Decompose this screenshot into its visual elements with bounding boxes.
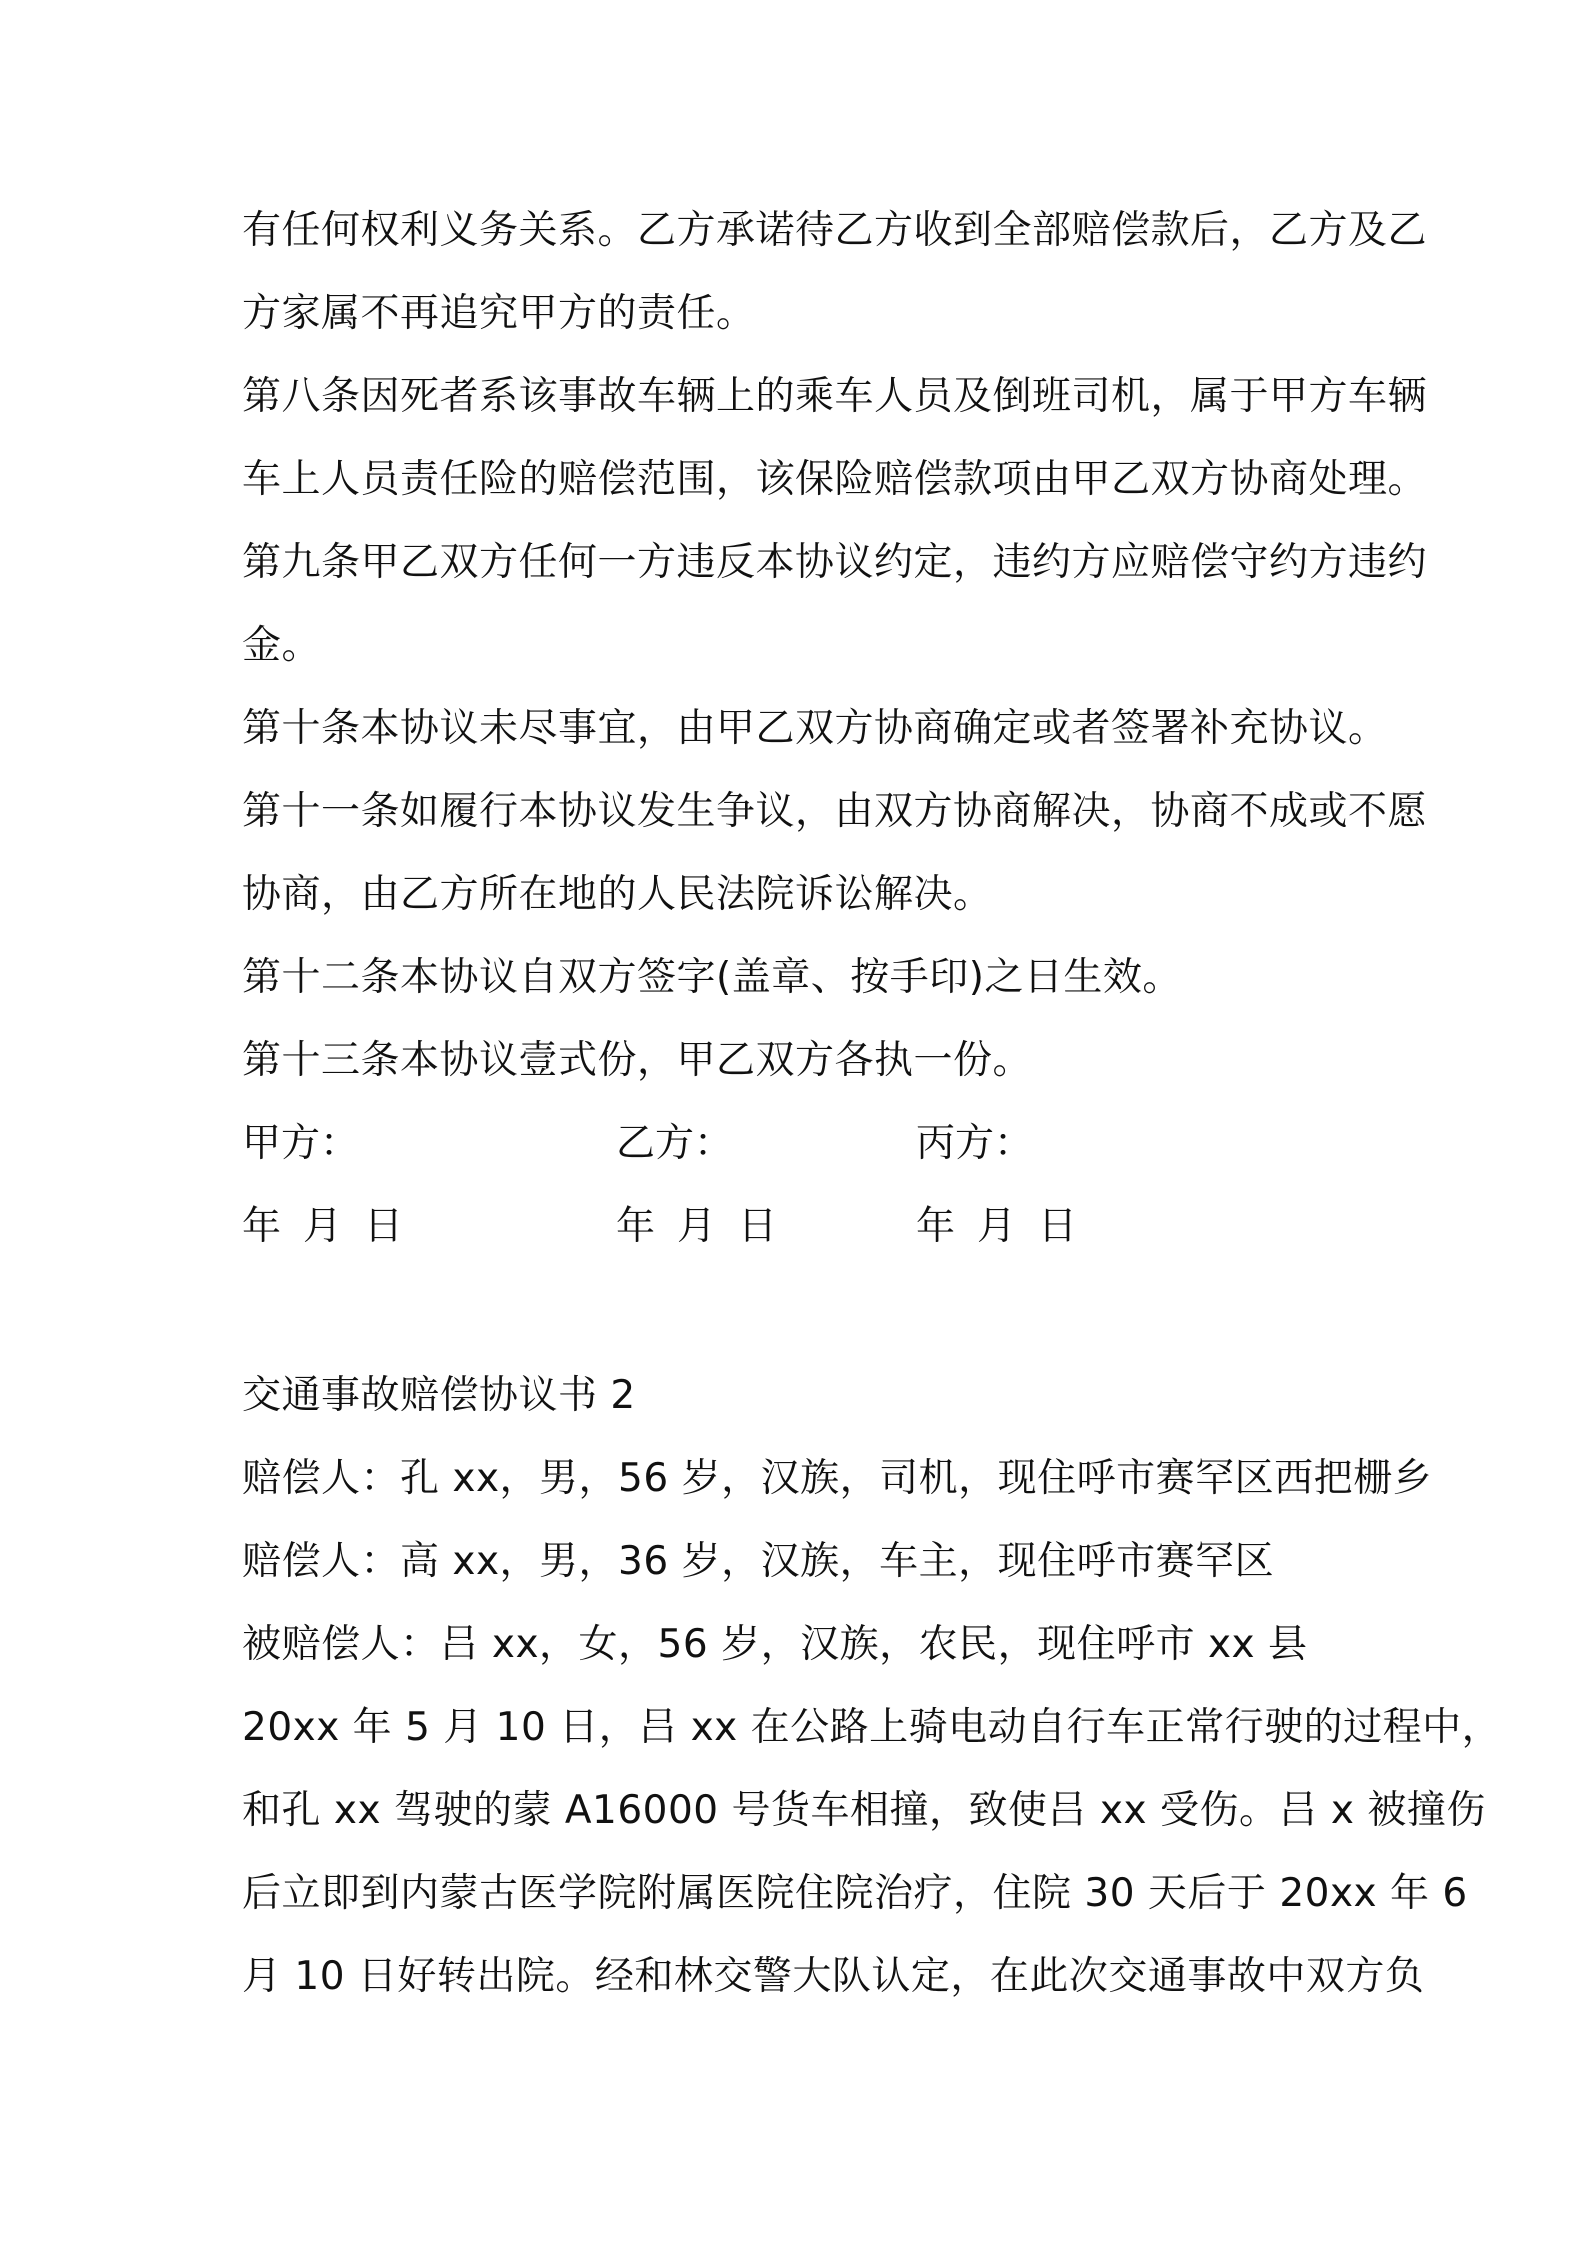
party-a-date xyxy=(242,1199,425,1255)
paragraph-line: 第八条因死者系该事故车辆上的乘车人员及倒班司机，属于甲方车辆 xyxy=(242,374,1428,419)
paragraph-line: 和孔 xx 驾驶的蒙 A16000 号货车相撞，致使吕 xx 受伤。吕 x 被撞伤 xyxy=(242,1788,1486,1833)
paragraph-line: 第九条甲乙双方任何一方违反本协议约定，违约方应赔偿守约方违约 xyxy=(242,540,1428,585)
paragraph-line: 被赔偿人：吕 xx，女，56 岁，汉族，农民，现住呼市 xx 县 xyxy=(242,1622,1308,1667)
date-month: 月 xyxy=(977,1204,1017,1249)
party-b-date xyxy=(616,1199,799,1255)
party-c-label: 丙方： xyxy=(916,1121,1034,1166)
section-title: 交通事故赔偿协议书 2 xyxy=(242,1373,636,1418)
paragraph-line: 第十三条本协议壹式份，甲乙双方各执一份。 xyxy=(242,1038,1033,1083)
paragraph-line: 金。 xyxy=(242,623,322,668)
paragraph-line: 协商，由乙方所在地的人民法院诉讼解决。 xyxy=(242,872,993,917)
paragraph-line: 赔偿人：孔 xx，男，56 岁，汉族，司机，现住呼市赛罕区西把栅乡 xyxy=(242,1456,1433,1501)
paragraph-line: 第十一条如履行本协议发生争议，由双方协商解决，协商不成或不愿 xyxy=(242,789,1428,834)
paragraph-line: 有任何权利义务关系。乙方承诺待乙方收到全部赔偿款后，乙方及乙 xyxy=(242,208,1428,253)
date-year: 年 xyxy=(916,1204,956,1249)
paragraph-line: 月 10 日好转出院。经和林交警大队认定，在此次交通事故中双方负 xyxy=(242,1954,1425,1999)
party-c-date xyxy=(916,1199,1099,1255)
date-day: 日 xyxy=(364,1204,404,1249)
paragraph-line: 后立即到内蒙古医学院附属医院住院治疗，住院 30 天后于 20xx 年 6 xyxy=(242,1871,1468,1916)
date-year: 年 xyxy=(616,1204,656,1249)
paragraph-line: 20xx 年 5 月 10 日，吕 xx 在公路上骑电动自行车正常行驶的过程中， xyxy=(242,1705,1502,1750)
paragraph-line: 车上人员责任险的赔偿范围，该保险赔偿款项由甲乙双方协商处理。 xyxy=(242,457,1428,502)
paragraph-line: 赔偿人：高 xx，男，36 岁，汉族，车主，现住呼市赛罕区 xyxy=(242,1539,1275,1584)
date-year: 年 xyxy=(242,1204,282,1249)
party-b-label: 乙方： xyxy=(616,1121,734,1166)
paragraph-line: 方家属不再追究甲方的责任。 xyxy=(242,291,756,336)
date-month: 月 xyxy=(677,1204,717,1249)
paragraph-line: 第十条本协议未尽事宜，由甲乙双方协商确定或者签署补充协议。 xyxy=(242,706,1388,751)
date-day: 日 xyxy=(1038,1204,1078,1249)
date-month: 月 xyxy=(303,1204,343,1249)
party-a-label: 甲方： xyxy=(242,1121,360,1166)
date-day: 日 xyxy=(738,1204,778,1249)
paragraph-line: 第十二条本协议自双方签字(盖章、按手印)之日生效。 xyxy=(242,955,1182,1000)
